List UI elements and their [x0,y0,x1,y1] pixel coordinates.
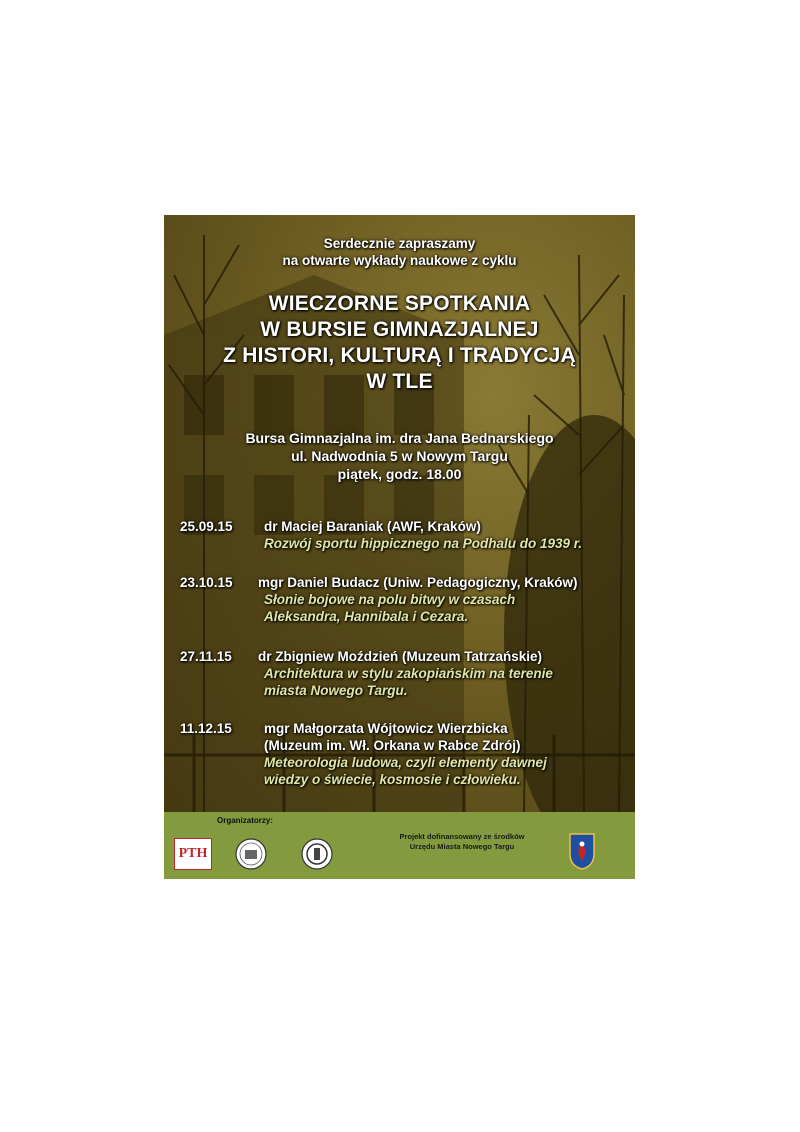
pth-logo-text: PTH [178,846,208,861]
event-item [180,720,630,788]
organizers-label: Organizatorzy: [217,816,274,825]
pth-logo [174,838,212,870]
title-line-4: W TLE [366,370,433,393]
venue-info [164,429,635,483]
event-speaker: mgr Małgorzata Wójtowicz Wierzbicka [264,721,508,736]
event-topic-cont: wiedzy o świecie, kosmosie i człowieku. [264,772,521,787]
funding-note [362,832,562,852]
event-speaker: dr Maciej Baraniak (AWF, Kraków) [264,519,481,534]
venue-name: Bursa Gimnazjalna im. dra Jana Bednarskiego [245,430,554,446]
title-line-2: W BURSIE GIMNAZJALNEJ [260,318,539,341]
title-line-3: Z HISTORI, KULTURĄ I TRADYCJĄ [223,344,576,367]
event-date: 23.10.15 [180,575,233,590]
event-item [180,574,630,625]
event-date: 11.12.15 [180,721,232,736]
intro-line-2: na otwarte wykłady naukowe z cyklu [282,253,517,268]
event-topic-cont: miasta Nowego Targu. [264,683,408,698]
event-topic: Architektura w stylu zakopiańskim na terenie [264,666,553,681]
event-date: 25.09.15 [180,519,233,534]
event-speaker: mgr Daniel Budacz (Uniw. Pedagogiczny, Kraków) [258,575,578,590]
intro-line-1: Serdecznie zapraszamy [323,236,476,251]
organizer-emblem-1 [235,838,267,875]
poster-title [164,291,635,395]
event-topic: Meteorologia ludowa, czyli elementy dawnej [264,755,547,770]
event-speaker: dr Zbigniew Moździeń (Muzeum Tatrzańskie) [258,649,543,664]
event-topic-cont: Aleksandra, Hannibala i Cezara. [264,609,469,624]
funding-line-1: Projekt dofinansowany ze środków [399,832,525,841]
city-crest-icon [568,832,596,875]
venue-address: ul. Nadwodnia 5 w Nowym Targu [291,448,508,464]
event-poster [164,215,635,879]
event-item [180,518,630,552]
event-item [180,648,630,699]
event-speaker-affiliation: (Muzeum im. Wł. Orkana w Rabce Zdrój) [264,738,521,753]
intro-text [164,235,635,269]
sponsor-footer [164,812,635,879]
event-topic: Rozwój sportu hippicznego na Podhalu do 1939 r. [264,536,583,551]
event-date: 27.11.15 [180,649,232,664]
event-topic: Słonie bojowe na polu bitwy w czasach [264,592,516,607]
funding-line-2: Urzędu Miasta Nowego Targu [409,842,515,851]
organizer-emblem-2 [301,838,333,875]
venue-time: piątek, godz. 18.00 [337,466,462,482]
title-line-1: WIECZORNE SPOTKANIA [268,292,531,315]
